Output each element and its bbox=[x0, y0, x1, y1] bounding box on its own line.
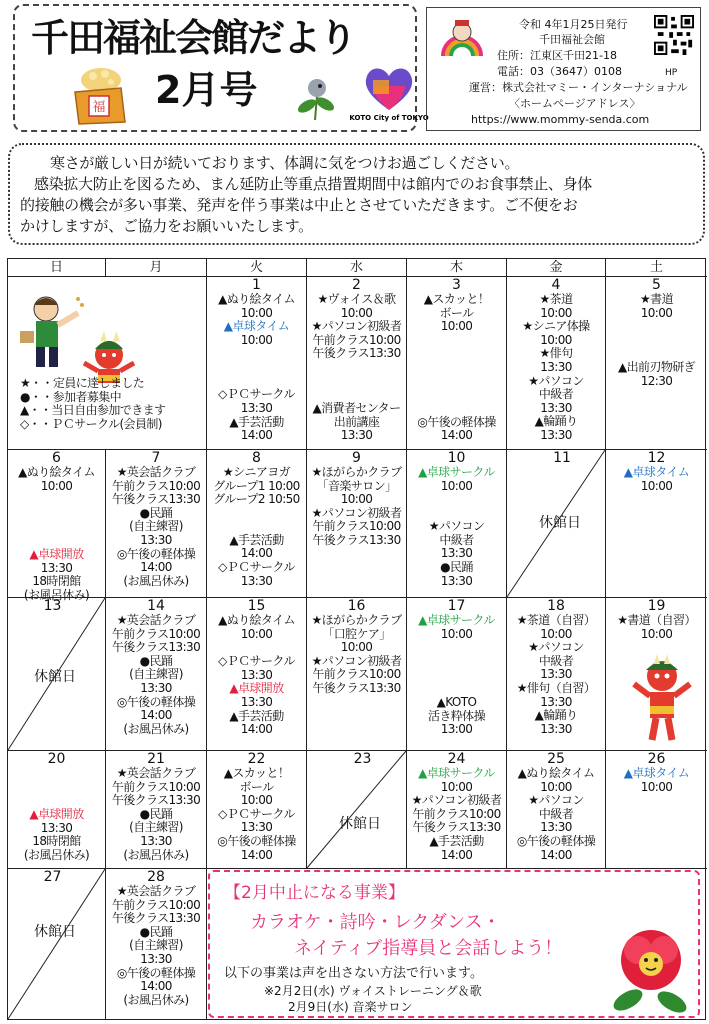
event-line: 18時閉館 bbox=[32, 574, 81, 589]
spacer bbox=[207, 641, 306, 655]
weekday-sat: 土 bbox=[606, 259, 707, 277]
org-phone: 電話：03（3647）0108 bbox=[497, 65, 622, 78]
event-line: 13:30 bbox=[540, 400, 572, 415]
day-cell bbox=[606, 751, 707, 869]
event-line: (お風呂休み) bbox=[23, 847, 90, 862]
event-line: ▲卓球開放 bbox=[29, 547, 84, 562]
event-line: 13:30 bbox=[40, 560, 73, 575]
event-line: (お風呂休み) bbox=[23, 587, 90, 602]
event-line: 13:30 bbox=[240, 667, 273, 682]
day-number: 9 bbox=[352, 450, 361, 466]
publisher-info bbox=[426, 7, 701, 131]
event-line: ▲卓球サークル bbox=[418, 465, 495, 479]
event-line: ◎午後の軽体操 bbox=[116, 546, 196, 561]
event-line: ★俳句 bbox=[539, 346, 573, 361]
day-number: 16 bbox=[347, 598, 366, 614]
event-line: ▲ぬり絵タイム bbox=[517, 766, 595, 780]
event-line: 14:00 bbox=[240, 428, 273, 443]
day-number: 21 bbox=[147, 751, 165, 767]
weekday-wed: 水 bbox=[307, 259, 407, 277]
event-line: 10:00 bbox=[440, 319, 473, 334]
brand-main-text: KOTO City of TOKYO bbox=[349, 114, 429, 122]
day-cell bbox=[407, 751, 507, 869]
cancelled-item: 2月9日(水) 音楽サロン bbox=[288, 1000, 413, 1014]
day-cell bbox=[106, 450, 207, 598]
closed-day-cell bbox=[8, 598, 106, 751]
event-line: 14:00 bbox=[540, 847, 572, 862]
day-cell bbox=[207, 450, 307, 598]
event-line: 13:30 bbox=[540, 667, 572, 682]
event-line: 午後クラス13:30 bbox=[412, 820, 501, 835]
day-cell bbox=[407, 450, 507, 598]
closed-label: 休館日 bbox=[34, 924, 76, 940]
day-number: 4 bbox=[551, 277, 561, 293]
event-line: ★パソコン bbox=[528, 373, 584, 388]
day-number: 12 bbox=[647, 450, 666, 466]
day-cell bbox=[606, 450, 707, 598]
day-number: 24 bbox=[447, 751, 466, 767]
event-line: ▲輪踊り bbox=[534, 414, 578, 429]
event-line: ★パソコン初級者 bbox=[411, 793, 502, 808]
closed-label: 休館日 bbox=[539, 515, 581, 531]
event-line: 14:00 bbox=[240, 722, 273, 737]
event-line: 10:00 bbox=[240, 305, 273, 320]
day-number: 25 bbox=[547, 751, 565, 767]
operator: 運営：株式会社マミー・インターナショナル bbox=[469, 81, 688, 94]
day-cell bbox=[407, 277, 507, 450]
event-line: ボール bbox=[239, 779, 274, 794]
closed-label: 休館日 bbox=[34, 669, 76, 685]
event-line: 活き粋体操 bbox=[427, 708, 485, 723]
day-cell bbox=[507, 277, 606, 450]
event-line: ★シニア体操 bbox=[522, 319, 590, 334]
cancelled-line-2: ネイティブ指導員と会話しよう！ bbox=[294, 938, 563, 959]
event-line: 14:00 bbox=[240, 847, 273, 862]
event-line: 10:00 bbox=[440, 478, 473, 493]
day-number: 13 bbox=[43, 598, 62, 614]
event-line: 出前講座 bbox=[333, 414, 380, 429]
event-line: 午前クラス10:00 bbox=[111, 478, 201, 493]
legend-item: ◇・・ＰＣサークル(会員制) bbox=[20, 416, 162, 431]
org-name: 千田福祉会館 bbox=[539, 33, 605, 46]
event-line: 午後クラス13:30 bbox=[111, 793, 201, 808]
event-line: ▲卓球開放 bbox=[29, 807, 84, 821]
day-cell bbox=[307, 598, 407, 751]
day-cell bbox=[307, 450, 407, 598]
event-line: 10:00 bbox=[340, 492, 373, 507]
event-line: 10:00 bbox=[440, 626, 473, 641]
event-line: 午前クラス10:00 bbox=[111, 779, 201, 794]
event-line: 午前クラス10:00 bbox=[312, 332, 401, 347]
closed-label: 休館日 bbox=[339, 816, 381, 832]
event-line: ▲手芸活動 bbox=[229, 532, 284, 547]
day-number: 26 bbox=[647, 751, 666, 767]
event-line: 13:30 bbox=[40, 820, 73, 835]
cancelled-item: ※2月2日(水) ヴォイストレーニング＆歌 bbox=[264, 984, 482, 998]
day-number: 6 bbox=[52, 450, 61, 466]
event-line: ★英会話クラブ bbox=[116, 613, 196, 627]
day-cell bbox=[606, 277, 707, 450]
event-line: ★英会話クラブ bbox=[116, 766, 196, 780]
red-oni-dancing-icon bbox=[630, 654, 694, 744]
homepage-label: 〈ホームページアドレス〉 bbox=[509, 97, 641, 110]
event-line: 10:00 bbox=[440, 779, 473, 794]
event-line: ★パソコン bbox=[528, 640, 584, 655]
day-cell bbox=[8, 450, 106, 602]
notice-box bbox=[8, 143, 705, 245]
closed-day-cell bbox=[8, 869, 106, 1019]
day-number: 17 bbox=[447, 598, 466, 614]
day-number: 11 bbox=[553, 450, 571, 466]
cancelled-title: 【2月中止になる事業】 bbox=[224, 883, 405, 903]
event-line: ▲手芸活動 bbox=[229, 708, 284, 723]
event-line: 13:00 bbox=[440, 722, 473, 737]
event-line: ▲ぬり絵タイム bbox=[218, 292, 295, 306]
legend-item: ●・・参加者募集中 bbox=[20, 389, 122, 404]
event-line: 13:30 bbox=[140, 833, 172, 848]
event-line: ▲ぬり絵タイム bbox=[218, 613, 295, 627]
event-line: ▲消費者センター bbox=[312, 400, 401, 415]
spacer bbox=[407, 641, 506, 696]
event-line: 13:30 bbox=[240, 400, 273, 415]
event-line: ▲スカッと！ bbox=[423, 292, 490, 306]
event-line: (お風呂休み) bbox=[123, 847, 189, 862]
event-line: 午後クラス13:30 bbox=[111, 640, 201, 655]
event-line: ▲スカッと！ bbox=[223, 766, 290, 780]
day-number: 15 bbox=[247, 598, 266, 614]
event-line: ●民踊 bbox=[139, 806, 173, 821]
event-line: (お風呂休み) bbox=[123, 573, 189, 588]
event-line: ●民踊 bbox=[139, 505, 173, 520]
day-number: 22 bbox=[247, 751, 266, 767]
lucky-bag-icon bbox=[71, 66, 127, 126]
day-number: 23 bbox=[353, 751, 372, 767]
event-line: 13:30 bbox=[140, 532, 172, 547]
event-line: 13:30 bbox=[140, 680, 172, 695]
event-line: ★パソコン初級者 bbox=[311, 653, 402, 668]
bean-throwing-boy-icon bbox=[16, 291, 86, 371]
event-line: 10:00 bbox=[640, 305, 673, 320]
weekday-mon: 月 bbox=[106, 259, 207, 277]
event-line: 午後クラス13:30 bbox=[312, 680, 401, 695]
event-line: 午後クラス13:30 bbox=[312, 532, 401, 547]
event-line: ★シニアヨガ bbox=[222, 465, 291, 479]
event-line: (自主練習) bbox=[129, 820, 183, 835]
event-line: 「音楽サロン」 bbox=[316, 478, 397, 493]
event-line: ★パソコン初級者 bbox=[311, 319, 402, 334]
day-number: 18 bbox=[547, 598, 565, 614]
day-number: 14 bbox=[147, 598, 165, 614]
event-line: ★俳句（自習） bbox=[516, 680, 596, 695]
event-line: 13:30 bbox=[540, 820, 572, 835]
day-cell bbox=[606, 598, 707, 751]
event-line: ▲卓球タイム bbox=[623, 766, 690, 780]
day-cell bbox=[307, 277, 407, 450]
event-line: ◎午後の軽体操 bbox=[417, 414, 496, 429]
event-line: 14:00 bbox=[140, 708, 172, 723]
day-cell bbox=[407, 598, 507, 751]
day-cell bbox=[507, 751, 606, 869]
day-number: 7 bbox=[151, 450, 161, 466]
legend-cell bbox=[8, 277, 207, 450]
newsletter-title: 千田福祉会館だより bbox=[31, 16, 356, 60]
spacer bbox=[207, 507, 306, 534]
closed-day-cell bbox=[507, 450, 606, 598]
event-line: ●民踊 bbox=[139, 924, 173, 939]
event-line: 13:30 bbox=[440, 573, 473, 588]
event-line: (お風呂休み) bbox=[123, 721, 189, 736]
event-line: 13:30 bbox=[240, 820, 273, 835]
event-line: 中級者 bbox=[538, 387, 574, 402]
mascot-icon bbox=[439, 16, 485, 62]
event-line: 10:00 bbox=[640, 779, 673, 794]
event-line: ▲卓球開放 bbox=[229, 681, 284, 696]
legend-item: ★・・定員に達しました bbox=[20, 376, 145, 390]
event-line: ★ほがらかクラブ bbox=[311, 465, 402, 479]
day-number: 8 bbox=[252, 450, 261, 466]
event-line: ◇ＰＣサークル bbox=[218, 806, 295, 821]
day-cell bbox=[106, 751, 207, 869]
event-line: 午前クラス10:00 bbox=[111, 626, 201, 641]
notice-line: かけしますが、ご協力をお願いいたします。 bbox=[20, 217, 313, 235]
spacer bbox=[207, 374, 306, 388]
day-number: 28 bbox=[147, 869, 165, 885]
event-line: 14:00 bbox=[440, 428, 473, 443]
event-line: 「口腔ケア」 bbox=[322, 626, 391, 641]
weekday-thu: 木 bbox=[407, 259, 507, 277]
weekday-tue: 火 bbox=[207, 259, 307, 277]
event-line: 13:30 bbox=[140, 951, 172, 966]
day-cell bbox=[8, 751, 106, 869]
day-number: 5 bbox=[652, 277, 661, 293]
event-line: ◎午後の軽体操 bbox=[516, 833, 596, 848]
day-number: 20 bbox=[47, 751, 66, 767]
event-line: 13:30 bbox=[540, 721, 572, 736]
event-line: ▲手芸活動 bbox=[429, 833, 484, 848]
event-line: ★ヴォイス＆歌 bbox=[317, 292, 396, 306]
event-line: 10:00 bbox=[640, 478, 673, 493]
day-cell bbox=[106, 869, 207, 1019]
event-line: グループ2 10:50 bbox=[213, 492, 300, 507]
event-line: 13:30 bbox=[340, 428, 373, 443]
event-line: ▲手芸活動 bbox=[229, 414, 284, 429]
qr-code-icon[interactable] bbox=[654, 15, 694, 55]
event-line: 午前クラス10:00 bbox=[312, 519, 401, 534]
spacer bbox=[407, 334, 506, 416]
event-line: 10:00 bbox=[340, 305, 373, 320]
spacer bbox=[307, 361, 406, 402]
camellia-flower-icon bbox=[608, 920, 694, 1016]
cancelled-line-1: カラオケ・詩吟・レクダンス・ bbox=[250, 912, 501, 933]
cancelled-events-box bbox=[208, 870, 700, 1018]
day-number: 19 bbox=[647, 598, 666, 614]
event-line: 10:00 bbox=[540, 332, 572, 347]
event-line: 午前クラス10:00 bbox=[312, 667, 401, 682]
event-line: (自主練習) bbox=[129, 667, 183, 682]
event-line: 13:30 bbox=[540, 359, 572, 374]
cancelled-note: 以下の事業は声を出さない方法で行います。 bbox=[224, 966, 483, 981]
event-line: ★パソコン bbox=[428, 519, 485, 534]
event-line: 18時閉館 bbox=[32, 834, 81, 849]
day-cell bbox=[507, 598, 606, 751]
spacer bbox=[207, 347, 306, 374]
event-line: ◇ＰＣサークル bbox=[218, 654, 295, 669]
legend bbox=[20, 377, 165, 431]
closed-day-cell bbox=[307, 751, 407, 869]
event-line: ★茶道（自習） bbox=[516, 613, 596, 627]
event-line: 10:00 bbox=[540, 779, 572, 794]
event-line: 10:00 bbox=[40, 478, 73, 493]
closed-slash bbox=[307, 751, 406, 868]
event-line: 午後クラス13:30 bbox=[312, 346, 401, 361]
notice-line: 寒さが厳しい日が続いております、体調に気をつけお過ごしください。 bbox=[50, 154, 520, 172]
event-line: (自主練習) bbox=[129, 519, 183, 534]
event-line: 13:30 bbox=[540, 427, 572, 442]
weekday-sun: 日 bbox=[8, 259, 106, 277]
day-number: 10 bbox=[447, 450, 466, 466]
event-line: (お風呂休み) bbox=[123, 992, 189, 1007]
event-line: 14:00 bbox=[140, 979, 172, 994]
event-line: ▲卓球サークル bbox=[418, 766, 495, 780]
event-line: ▲卓球タイム bbox=[623, 465, 690, 479]
event-line: 10:00 bbox=[240, 626, 273, 641]
event-line: 10:00 bbox=[540, 305, 572, 320]
day-cell bbox=[207, 277, 307, 450]
event-line: 14:00 bbox=[440, 847, 473, 862]
notice-line: 感染拡大防止を図るため、まん延防止等重点措置期間中は館内でのお食事禁止、身体 bbox=[34, 175, 593, 193]
day-number: 3 bbox=[452, 277, 461, 293]
day-number: 1 bbox=[252, 277, 261, 293]
event-line: 14:00 bbox=[240, 546, 273, 561]
event-line: ◇ＰＣサークル bbox=[218, 559, 295, 574]
spacer bbox=[8, 767, 105, 808]
day-cell bbox=[207, 751, 307, 869]
event-line: ★パソコン初級者 bbox=[311, 505, 402, 520]
event-line: (自主練習) bbox=[129, 938, 183, 953]
notice-line: 的接触の機会が多い事業、発声を伴う事業は中止とさせていただきます。ご不便をお bbox=[20, 196, 578, 214]
day-number: 2 bbox=[352, 277, 361, 293]
homepage-url[interactable]: https://www.mommy-senda.com bbox=[471, 113, 650, 126]
event-line: 10:00 bbox=[240, 332, 273, 347]
event-line: ●民踊 bbox=[440, 559, 473, 574]
org-address: 住所：江東区千田21-18 bbox=[497, 49, 617, 62]
event-line: 13:30 bbox=[240, 694, 273, 709]
event-line: ★パソコン bbox=[528, 793, 584, 808]
event-line: 午前クラス10:00 bbox=[412, 806, 501, 821]
event-line: 13:30 bbox=[240, 573, 273, 588]
event-line: ★英会話クラブ bbox=[116, 465, 196, 479]
hp-label: HP bbox=[665, 68, 678, 78]
day-cell bbox=[106, 598, 207, 751]
event-line: ▲KOTO bbox=[436, 695, 477, 710]
spacer bbox=[606, 320, 707, 361]
event-line: 10:00 bbox=[240, 793, 273, 808]
event-line: ★書道（自習） bbox=[617, 613, 696, 627]
koto-heart-logo bbox=[349, 64, 429, 126]
event-line: ★ほがらかクラブ bbox=[311, 613, 402, 627]
event-line: ▲ぬり絵タイム bbox=[18, 465, 95, 479]
event-line: 10:00 bbox=[540, 626, 572, 641]
event-line: 14:00 bbox=[140, 560, 172, 575]
issue-date: 令和 4年1月25日発行 bbox=[519, 18, 628, 31]
event-line: 午前クラス10:00 bbox=[111, 897, 201, 912]
event-line: 10:00 bbox=[640, 626, 673, 641]
event-line: 13:30 bbox=[540, 694, 572, 709]
newsletter-header bbox=[13, 4, 429, 132]
event-line: ★英会話クラブ bbox=[116, 884, 196, 898]
event-line: 中級者 bbox=[538, 653, 574, 668]
event-line: グループ1 10:00 bbox=[213, 478, 300, 493]
spacer bbox=[8, 493, 105, 548]
event-line: ▲卓球サークル bbox=[418, 613, 495, 627]
event-line: ▲出前刃物研ぎ bbox=[617, 360, 696, 375]
issue-month: 2月号 bbox=[155, 68, 258, 112]
event-line: ▲卓球タイム bbox=[223, 319, 290, 334]
event-line: ●民踊 bbox=[139, 653, 173, 668]
weekday-fri: 金 bbox=[507, 259, 606, 277]
event-line: 12:30 bbox=[640, 373, 673, 388]
spacer bbox=[407, 493, 506, 520]
event-line: ★茶道 bbox=[539, 292, 573, 306]
sprout-icon bbox=[291, 72, 341, 122]
event-line: 午後クラス13:30 bbox=[111, 911, 201, 926]
event-line: 中級者 bbox=[538, 806, 574, 821]
event-line: ◎午後の軽体操 bbox=[116, 694, 196, 709]
event-line: 中級者 bbox=[439, 532, 474, 547]
svg-text:福: 福 bbox=[92, 100, 106, 115]
day-cell bbox=[207, 598, 307, 751]
legend-item: ▲・・当日自由参加できます bbox=[20, 403, 166, 418]
event-line: ★書道 bbox=[640, 292, 673, 306]
event-line: 13:30 bbox=[440, 546, 473, 561]
event-line: ◎午後の軽体操 bbox=[217, 833, 296, 848]
event-line: ▲輪踊り bbox=[534, 708, 578, 723]
closed-slash bbox=[8, 869, 105, 1019]
event-line: ボール bbox=[439, 305, 474, 320]
event-line: ◎午後の軽体操 bbox=[116, 965, 196, 980]
event-line: 午後クラス13:30 bbox=[111, 492, 201, 507]
event-line: ◇ＰＣサークル bbox=[218, 387, 295, 402]
event-line: 10:00 bbox=[340, 640, 373, 655]
day-number: 27 bbox=[43, 869, 62, 885]
